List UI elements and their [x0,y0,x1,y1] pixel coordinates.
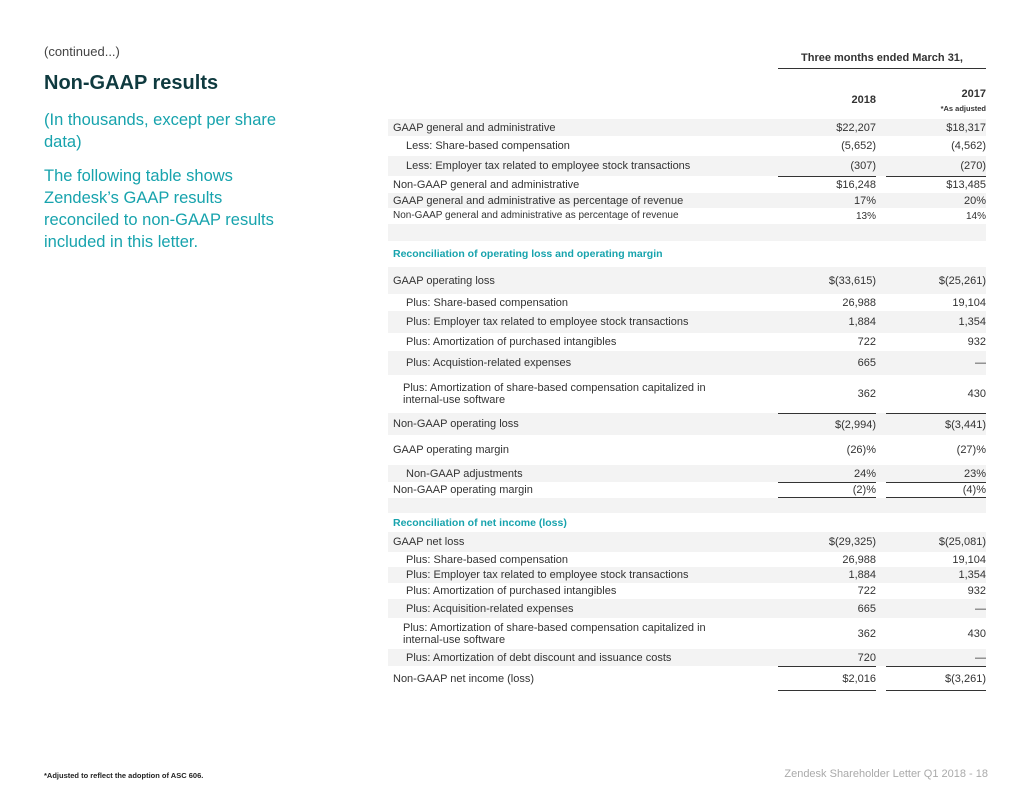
value-2017: $18,317 [946,121,986,134]
value-2018: 362 [857,388,876,400]
section-title-operating: Reconciliation of operating loss and operating margin [393,248,663,260]
value-2018: $16,248 [778,176,876,193]
value-2018: 720 [857,651,876,664]
table-row [388,567,986,583]
value-2017: 14% [965,210,986,222]
value-2017: 430 [967,627,986,640]
table-row [388,311,986,333]
value-2018: 1,884 [848,569,876,581]
value-2017: — [975,602,986,615]
section-title-net-income: Reconciliation of net income (loss) [393,516,567,529]
left-intro [44,44,284,265]
column-header-2017: 2017 [961,88,986,100]
row-label: Non-GAAP general and administrative [393,178,580,191]
value-2018: $(33,615) [828,274,876,287]
row-label: Plus: Amortization of purchased intangibles [406,336,617,348]
footnote: *Adjusted to reflect the adoption of ASC 606. [44,771,204,780]
value-2018: $(2,994) [778,413,876,435]
table-row [388,618,986,649]
value-2017: 23% [963,467,986,480]
row-label: GAAP operating margin [393,444,509,456]
value-2017: 1,354 [958,316,986,328]
value-2018: $(29,325) [828,536,876,548]
row-label: Plus: Amortization of share-based compensation capitalized in internal-use software [403,621,706,646]
value-2018: (5,652) [841,140,876,152]
table-row [388,156,986,176]
value-2017: 430 [967,388,986,400]
row-label: Non-GAAP operating loss [393,418,519,430]
table-row [388,375,986,413]
section-header-row [388,241,986,267]
row-label: Plus: Amortization of share-based compensation capitalized in internal-use software [403,382,706,406]
value-2017: — [975,651,986,664]
row-label: Non-GAAP general and administrative as percentage of revenue [393,210,679,221]
table-row [388,413,986,435]
value-2018: 1,884 [848,316,876,328]
as-adjusted-note: *As adjusted [940,104,986,113]
value-2017: 20% [963,194,986,207]
value-2017: (4,562) [951,140,986,152]
value-2017: — [975,357,986,369]
value-2018: (26)% [846,444,876,456]
value-2018: 26,988 [842,296,876,309]
row-label: GAAP operating loss [393,274,495,287]
table-row [388,649,986,666]
continued-label: (continued...) [44,44,120,59]
table-row [388,333,986,351]
table-row [388,583,986,599]
value-2018: 665 [857,602,876,615]
table-row [388,532,986,552]
table-row [388,294,986,311]
value-2017: (270) [960,160,986,172]
row-label: Non-GAAP operating margin [393,484,533,496]
value-2018: 24% [853,467,876,480]
row-label: Plus: Share-based compensation [406,296,569,309]
row-label: GAAP general and administrative as percentage of revenue [393,194,684,207]
value-2017: 932 [967,336,986,348]
value-2017: 932 [967,585,986,597]
value-2017: 19,104 [952,553,986,566]
value-2017: (4)% [886,482,986,498]
value-2018: 17% [853,194,876,207]
spacer-row [388,498,986,513]
value-2017: $(3,441) [886,413,986,435]
value-2017: $13,485 [886,176,986,193]
row-label: Less: Employer tax related to employee stock transactions [406,160,691,172]
value-2018: $2,016 [778,666,876,691]
page-title: Non-GAAP results [44,72,219,94]
row-label: Plus: Employer tax related to employee stock transactions [406,569,689,581]
table-row [388,666,986,691]
row-label: GAAP net loss [393,536,465,548]
table-row [388,193,986,208]
table-row [388,136,986,156]
row-label: Plus: Share-based compensation [406,553,569,566]
value-2017: $(25,081) [938,536,986,548]
spacer-row [388,224,986,241]
page-footer: Zendesk Shareholder Letter Q1 2018 - 18 [784,768,988,780]
value-2017: 19,104 [952,296,986,309]
table-header [388,52,986,118]
value-2018: 722 [857,585,876,597]
table-row [388,482,986,498]
row-label: Plus: Amortization of debt discount and issuance costs [406,651,672,664]
value-2017: $(25,261) [938,274,986,287]
value-2018: 665 [857,357,876,369]
value-2018: $22,207 [836,121,876,134]
row-label: Non-GAAP adjustments [406,467,523,480]
value-2017: (27)% [956,444,986,456]
table-row [388,552,986,567]
period-header: Three months ended March 31, [778,52,986,69]
table-row [388,119,986,136]
value-2018: (2)% [778,482,876,498]
value-2018: (307) [850,160,876,172]
row-label: Plus: Acquistion-related expenses [406,357,572,369]
table-row [388,599,986,618]
value-2018: 13% [855,210,876,222]
reconciliation-table [388,119,986,691]
value-2018: 26,988 [842,553,876,566]
column-header-2018: 2018 [851,94,876,106]
table-description: The following table shows Zendesk’s GAAP results reconciled to non-GAAP results included in this letter. [44,167,274,251]
row-label: Less: Share-based compensation [406,140,570,152]
table-row [388,465,986,482]
row-label: Plus: Acquisition-related expenses [406,602,574,615]
row-label: Plus: Amortization of purchased intangibles [406,585,617,597]
table-row [388,267,986,294]
row-label: Non-GAAP net income (loss) [393,672,535,685]
row-label: GAAP general and administrative [393,121,556,134]
value-2017: $(3,261) [886,666,986,691]
row-label: Plus: Employer tax related to employee stock transactions [406,316,689,328]
value-2018: 722 [857,336,876,348]
section-header-row [388,513,986,532]
units-subtitle: (In thousands, except per share data) [44,111,277,151]
table-row [388,176,986,193]
value-2017: 1,354 [958,569,986,581]
table-row [388,351,986,375]
value-2018: 362 [857,627,876,640]
table-row [388,435,986,465]
table-row [388,208,986,224]
